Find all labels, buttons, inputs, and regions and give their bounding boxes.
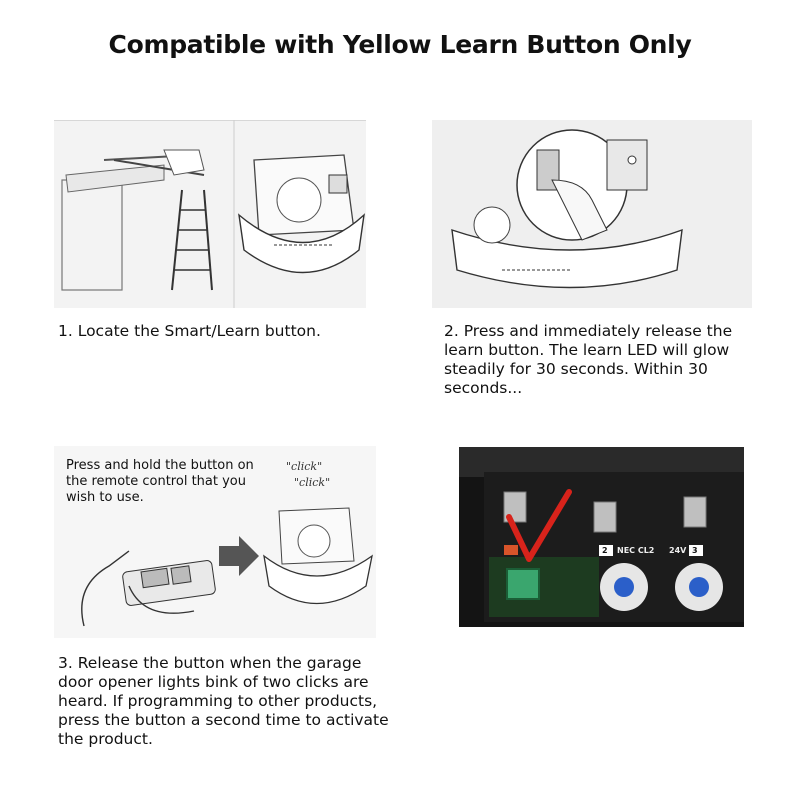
circuit-board-photo [459,447,744,627]
click-label: "click" [286,460,323,473]
opener-circuit-board-icon [459,447,744,627]
remote-instruction-text: Press and hold the button on the remote control that you wish to use. [66,458,254,505]
learn-button-zoom-illustration [432,120,752,308]
remote-control-illustration [54,446,376,638]
label-nec: NEC CL2 [617,546,655,555]
label-3: 3 [692,546,698,555]
step-3-text: 3. Release the button when the garage door opener lights bink of two clicks are heard. If programming to other products, press the button a second time to activate the product. [58,654,389,748]
page-title: Compatible with Yellow Learn Button Only [108,30,692,59]
click-label: "click" [294,476,331,489]
step-2-text: 2. Press and immediately release the learn button. The learn LED will glow steadily for 30 seconds. Within 30 seconds... [444,322,733,397]
learn-button-zoom-icon [432,120,752,308]
label-24v: 24V [669,546,687,555]
step-1-text: 1. Locate the Smart/Learn button. [58,322,321,340]
garage-door-ladder-opener-icon [54,120,366,308]
label-2: 2 [602,546,608,555]
garage-ladder-illustration [54,120,366,308]
